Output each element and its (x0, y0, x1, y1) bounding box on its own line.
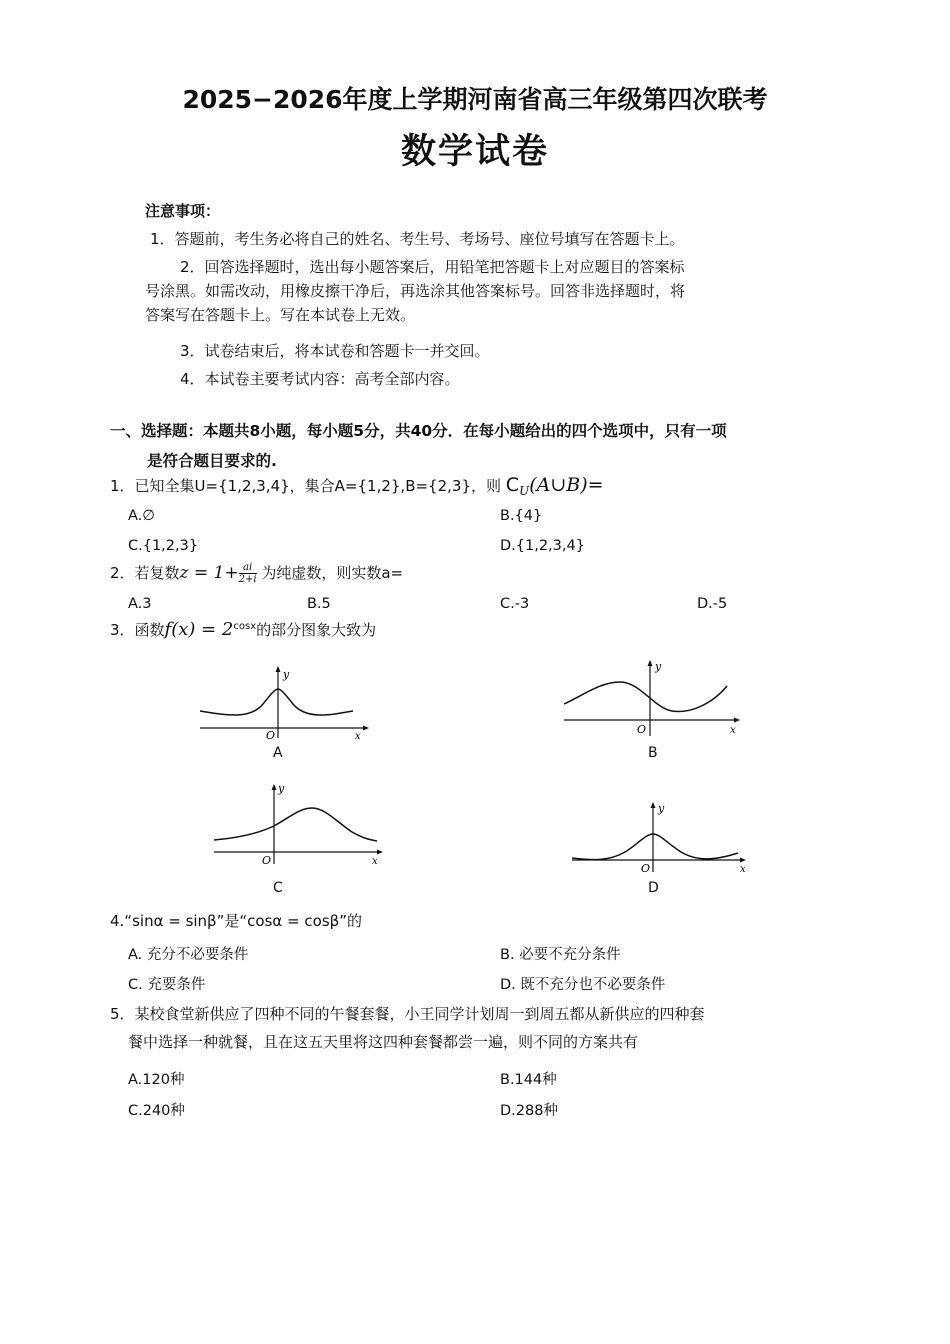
q1-stem (110, 474, 604, 498)
q3-graph-b-x-label: x (730, 725, 736, 736)
q2-option-c: C.-3 (500, 596, 530, 612)
q1-expression: (A∪B)= (529, 474, 604, 496)
q4-option-a: A. 充分不必要条件 (128, 947, 249, 963)
q5-option-c: C.240种 (128, 1103, 185, 1119)
q1-option-d: D.{1,2,3,4} (500, 538, 585, 554)
q3-stem-pre: 3．函数 (110, 621, 165, 639)
q3-graph-b (562, 658, 742, 742)
q1-option-a: A.∅ (128, 508, 155, 524)
exam-title-line1: 2025−2026年度上学期河南省高三年级第四次联考 (182, 85, 768, 114)
q3-graph-a (195, 660, 370, 742)
q2-stem-pre: 2．若复数 (110, 564, 180, 582)
q3-graph-b-label: B (648, 745, 658, 761)
notice-item-2-line2: 号涂黑。如需改动，用橡皮擦干净后，再选涂其他答案标号。回答非选择题时，将 (145, 282, 686, 300)
q5-option-d: D.288种 (500, 1103, 558, 1119)
q4-option-c: C. 充要条件 (128, 977, 206, 993)
q3-stem (110, 619, 376, 640)
q2-stem (110, 562, 403, 585)
q2-option-a: A.3 (128, 596, 152, 612)
q3-graph-d-label: D (648, 880, 659, 896)
q5-stem-line2: 餐中选择一种就餐，且在这五天里将这四种套餐都尝一遍，则不同的方案共有 (128, 1033, 639, 1051)
q3-graph-c-y-label: y (278, 782, 285, 795)
q2-option-b: B.5 (307, 596, 331, 612)
q2-fraction-numerator: ai (239, 562, 257, 574)
q3-graph-b-y-label: y (655, 660, 662, 673)
notice-item-2-line1: 2．回答选择题时，选出每小题答案后，用铅笔把答题卡上对应题目的答案标 (180, 258, 685, 276)
q3-exponent: cosx (233, 621, 257, 632)
section1-heading-line2: 是符合题目要求的. (147, 452, 277, 470)
notice-item-4: 4．本试卷主要考试内容：高考全部内容。 (180, 370, 460, 388)
q3-graph-d-origin: O (641, 862, 651, 875)
q1-complement-symbol: C (505, 474, 520, 496)
q2-stem-post: 为纯虚数，则实数a= (261, 564, 404, 582)
q3-graph-d-x-label: x (740, 864, 746, 875)
q3-graph-d (570, 800, 750, 875)
q4-option-d: D. 既不充分也不必要条件 (500, 977, 666, 993)
exam-title-line2: 数学试卷 (400, 132, 549, 172)
q3-f-expression: f(x) = 2 (164, 619, 234, 640)
q2-option-d: D.-5 (697, 596, 728, 612)
section1-heading-line1: 一、选择题：本题共8小题，每小题5分，共40分．在每小题给出的四个选项中，只有一项 (110, 422, 727, 440)
q3-graph-b-origin: O (637, 723, 647, 736)
q1-option-b: B.{4} (500, 508, 543, 524)
q3-graph-c-label: C (273, 880, 283, 896)
q3-graph-a-origin: O (266, 729, 276, 742)
q5-option-b: B.144种 (500, 1072, 557, 1088)
q3-graph-d-y-label: y (658, 802, 665, 815)
q2-fraction (239, 562, 257, 585)
q5-stem-line1: 5．某校食堂新供应了四种不同的午餐套餐，小王同学计划周一到周五都从新供应的四种套 (110, 1005, 705, 1023)
q4-stem: 4.“sinα = sinβ”是“cosα = cosβ”的 (110, 912, 362, 930)
q1-complement-subscript: U (519, 484, 530, 498)
q5-option-a: A.120种 (128, 1072, 185, 1088)
notice-item-1: 1．答题前，考生务必将自己的姓名、考生号、考场号、座位号填写在答题卡上。 (150, 230, 685, 248)
q3-graph-a-label: A (273, 745, 283, 761)
q3-graph-c-origin: O (262, 854, 272, 867)
q1-option-c: C.{1,2,3} (128, 538, 199, 554)
q2-fraction-denominator: 2+i (238, 574, 257, 585)
q1-stem-text: 1．已知全集U={1,2,3,4}，集合A={1,2},B={2,3}，则 (110, 477, 501, 495)
notice-item-3: 3．试卷结束后，将本试卷和答题卡一并交回。 (180, 342, 490, 360)
q2-z-expression: z = 1+ (179, 563, 239, 583)
notice-heading: 注意事项： (145, 202, 221, 220)
q3-graph-a-x-label: x (355, 731, 361, 742)
q4-option-b: B. 必要不充分条件 (500, 947, 621, 963)
q3-graph-c-x-label: x (372, 856, 378, 867)
q3-stem-post: 的部分图象大致为 (256, 621, 377, 639)
q3-graph-c (212, 780, 387, 870)
q3-graph-a-y-label: y (283, 668, 290, 681)
notice-item-2-line3: 答案写在答题卡上。写在本试卷上无效。 (145, 306, 416, 324)
